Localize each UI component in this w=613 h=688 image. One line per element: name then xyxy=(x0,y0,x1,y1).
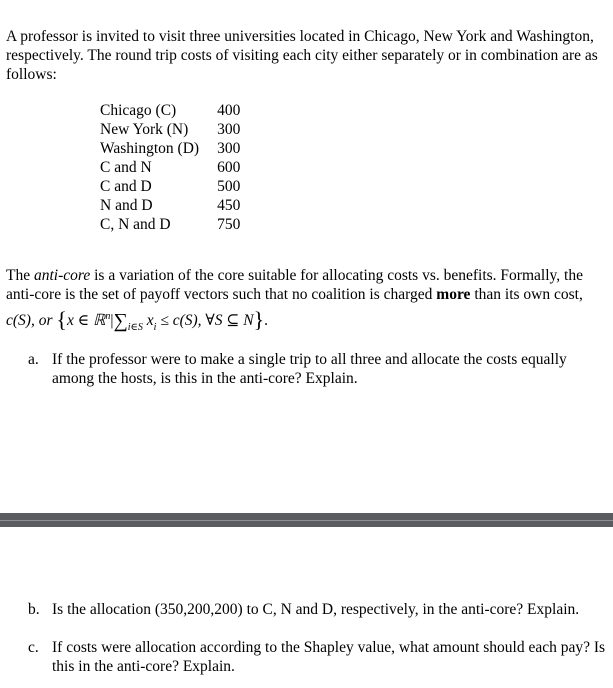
formula-cond: x xyxy=(142,312,154,330)
table-row xyxy=(100,139,240,158)
cost-value: 750 xyxy=(217,216,241,233)
page-separator-bar xyxy=(0,513,613,527)
cost-label: C and D xyxy=(100,178,152,195)
anticore-paragraph xyxy=(6,266,606,304)
formula-set-body: x ∈ ℝ xyxy=(66,312,106,330)
question-text: Is the allocation (350,200,200) to C, N and D, respectively, in the anti-core? Explain. xyxy=(52,601,580,618)
cost-value: 600 xyxy=(217,159,241,176)
formula-sum-sub: i∈S xyxy=(127,322,143,334)
anticore-suffix: than its own cost, xyxy=(470,286,583,303)
intro-paragraph: A professor is invited to visit three universities located in Chicago, New York and Washington, respectively. The round trip costs of visiting each city either separately or in combination are as follows: xyxy=(6,28,598,83)
formula-end: . xyxy=(264,312,269,330)
formula-cond-sub: i xyxy=(153,322,157,334)
anticore-middle: is a variation of the core suitable for allocating costs vs. benefits. Formally, the anti-core is the set of payoff vectors such that no coalition is charged xyxy=(6,267,583,303)
cost-value: 300 xyxy=(217,140,241,157)
question-a xyxy=(28,350,606,388)
cost-label: C and N xyxy=(100,159,152,176)
question-letter: a. xyxy=(28,351,39,368)
anticore-prefix: The xyxy=(6,267,34,284)
table-row xyxy=(100,120,240,139)
cost-value: 400 xyxy=(217,102,241,119)
question-letter: c. xyxy=(28,639,39,656)
question-text: If costs were allocation according to the Shapley value, what amount should each pay? Is this in the anti-core? Explain. xyxy=(52,639,606,675)
formula-lead: c(S), or xyxy=(6,312,57,330)
formula-sum: ∑ xyxy=(113,310,128,333)
table-row xyxy=(100,158,240,177)
formula-cond-rest: ≤ c(S), ∀S ⊆ N xyxy=(156,312,254,330)
cost-label: N and D xyxy=(100,197,153,214)
cost-label: New York (N) xyxy=(100,121,189,138)
table-row xyxy=(100,177,240,196)
cost-table xyxy=(100,101,240,234)
table-row xyxy=(100,101,240,120)
cost-value: 450 xyxy=(217,197,241,214)
formula-set-open: { xyxy=(56,307,67,333)
cost-value: 500 xyxy=(217,178,241,195)
cost-value: 300 xyxy=(217,121,241,138)
question-text: If the professor were to make a single trip to all three and allocate the costs equally among the hosts, is this in the anti-core? Explain. xyxy=(52,351,567,387)
anticore-term: anti-core xyxy=(33,267,91,284)
question-b xyxy=(28,600,606,619)
cost-label: C, N and D xyxy=(100,216,171,233)
table-row xyxy=(100,215,240,234)
separator-line xyxy=(0,520,613,521)
question-letter: b. xyxy=(28,601,40,618)
cost-label: Chicago (C) xyxy=(100,102,177,119)
anticore-emphasis: more xyxy=(436,286,471,303)
formula-set-close: } xyxy=(253,307,265,333)
cost-label: Washington (D) xyxy=(100,140,200,157)
question-c xyxy=(28,638,606,676)
formula-bar: | xyxy=(110,312,114,330)
anticore-formula xyxy=(6,307,268,337)
table-row xyxy=(100,196,240,215)
formula-set-exp: n xyxy=(105,311,111,322)
